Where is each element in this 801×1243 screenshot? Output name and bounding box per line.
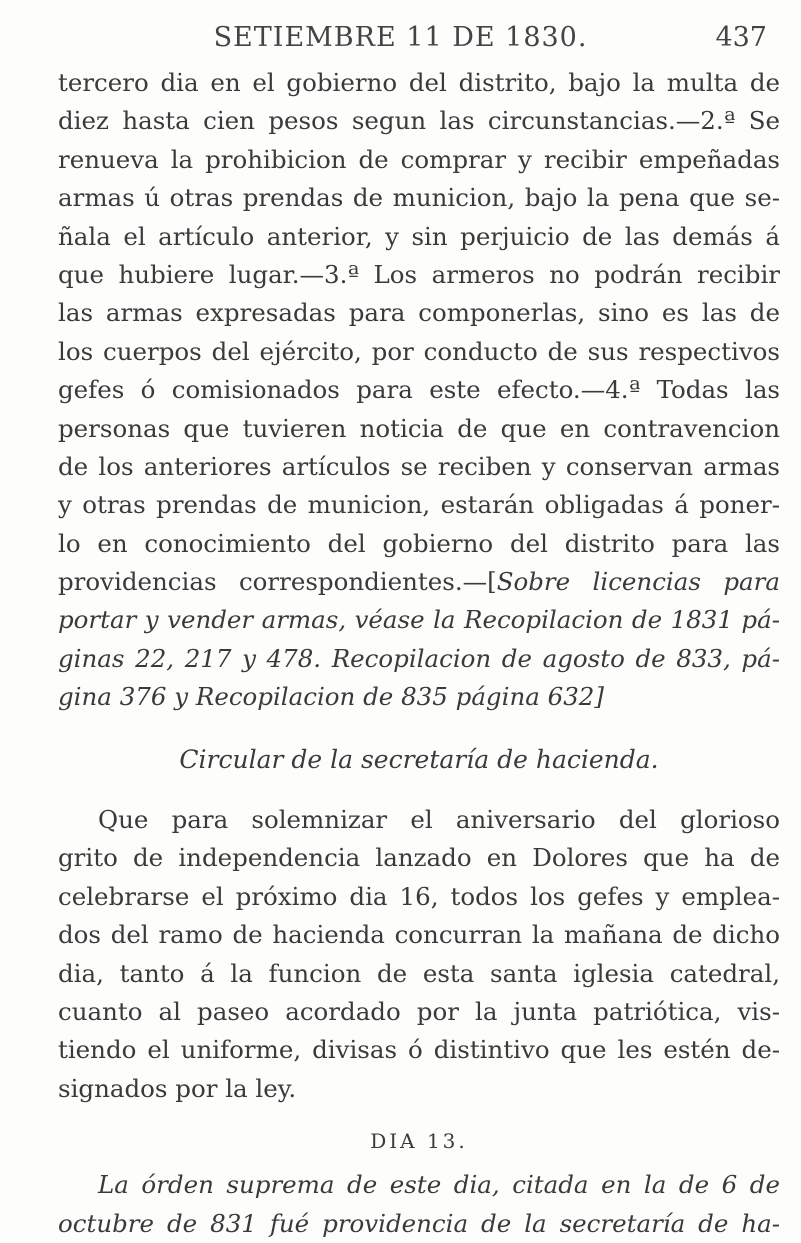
text-line: los cuerpos del ejército, por conducto de sus respectivos bbox=[58, 336, 780, 366]
note-italic: Sobre licencias para bbox=[496, 567, 780, 597]
note-line: portar y vender armas, véase la Recopilacion de 1831 pá- bbox=[58, 605, 780, 635]
paragraph-decree bbox=[58, 64, 780, 717]
text-line: dos del ramo de hacienda concurran la mañana de dicho bbox=[58, 920, 780, 950]
text-line: armas ú otras prendas de municion, bajo la pena que se- bbox=[58, 183, 780, 213]
text-line: lo en conocimiento del gobierno del distrito para las bbox=[58, 528, 780, 558]
running-header bbox=[0, 22, 801, 58]
paragraph-order bbox=[58, 1166, 780, 1243]
text-line: que hubiere lugar.—3.ª Los armeros no podrán recibir bbox=[58, 259, 780, 289]
text-line: grito de independencia lanzado en Dolores que ha de bbox=[58, 843, 780, 873]
text-line: diez hasta cien pesos segun las circunstancias.—2.ª Se bbox=[58, 106, 780, 136]
text-line: personas que tuvieren noticia de que en contravencion bbox=[58, 413, 780, 443]
text-line: celebrarse el próximo dia 16, todos los gefes y emplea- bbox=[58, 881, 780, 911]
page-number: 437 bbox=[715, 22, 767, 53]
text-line: las armas expresadas para componerlas, sino es las de bbox=[58, 298, 780, 328]
text-line: tercero dia en el gobierno del distrito, bajo la multa de bbox=[58, 68, 780, 97]
note-line: gina 376 y Recopilacion de 835 página 632] bbox=[58, 682, 604, 712]
text-line: renueva la prohibicion de comprar y recibir empeñadas bbox=[58, 144, 780, 174]
text-line: Que para solemnizar el aniversario del glorioso bbox=[98, 805, 780, 835]
text-line: gefes ó comisionados para este efecto.—4.ª Todas las bbox=[58, 375, 780, 405]
text-line: cuanto al paseo acordado por la junta patriótica, vis- bbox=[58, 996, 780, 1026]
text-line: dia, tanto á la funcion de esta santa iglesia catedral, bbox=[58, 958, 780, 988]
day-heading: DIA 13. bbox=[370, 1129, 468, 1154]
body-text bbox=[58, 64, 780, 1243]
text-line: y otras prendas de municion, estarán obligadas á poner- bbox=[58, 490, 780, 520]
note-line: ginas 22, 217 y 478. Recopilacion de agosto de 833, pá- bbox=[58, 643, 780, 673]
header-title: SETIEMBRE 11 DE 1830. bbox=[213, 22, 588, 53]
text-fragment: providencias correspondientes.—[ bbox=[58, 567, 497, 597]
text-line: octubre de 831 fué providencia de la secretaría de ha- bbox=[58, 1208, 780, 1238]
paragraph-circular bbox=[58, 801, 780, 1108]
text-line: tiendo el uniforme, divisas ó distintivo que les estén de- bbox=[58, 1035, 780, 1065]
text-line: ñala el artículo anterior, y sin perjuicio de las demás á bbox=[58, 221, 780, 251]
section-heading: Circular de la secretaría de hacienda. bbox=[179, 744, 659, 774]
text-line: de los anteriores artículos se reciben y conservan armas bbox=[58, 451, 780, 481]
text-line: signados por la ley. bbox=[58, 1073, 297, 1103]
text-line: La órden suprema de este dia, citada en la de 6 de bbox=[98, 1170, 780, 1200]
text-line-with-note bbox=[58, 563, 780, 601]
